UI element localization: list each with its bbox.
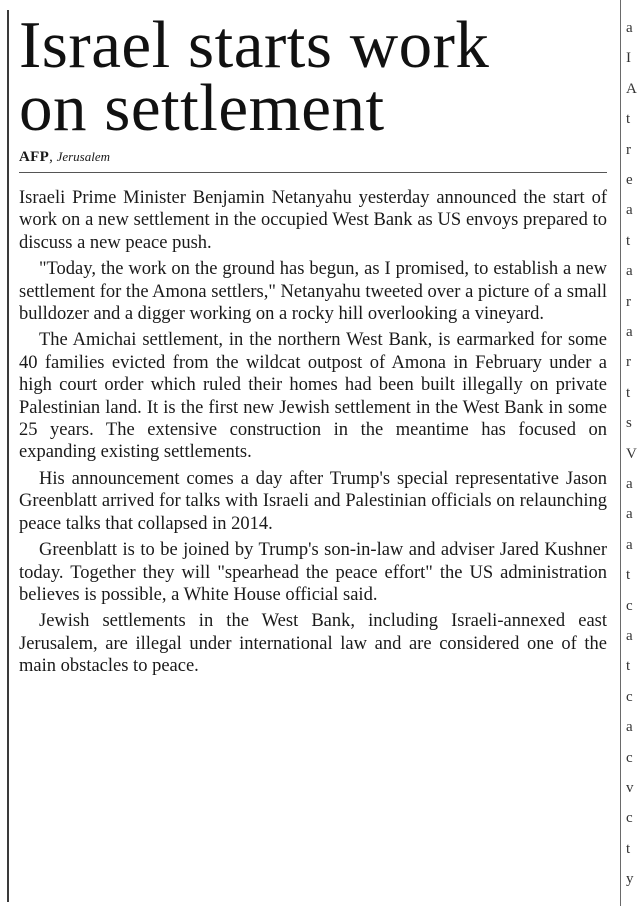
adjacent-column-letter: c <box>626 688 633 705</box>
adjacent-column-letter: t <box>626 567 631 584</box>
adjacent-column-letter: t <box>626 840 631 857</box>
adjacent-column-letter: a <box>626 263 633 280</box>
paragraph-2: "Today, the work on the ground has begun, as I promised, to establish a new settlement for the Amona settlers," Netanyahu tweeted over a picture of a small bulldozer and a digger working on a rocky hill overlooking a vineyard. <box>19 259 607 325</box>
paragraph-5: Greenblatt is to be joined by Trump's son-in-law and adviser Jared Kushner today. Together they will "spearhead the peace effort" the US administration believes is possible, a White House official said. <box>19 540 607 605</box>
left-column-rule <box>7 10 9 902</box>
paragraph-3: The Amichai settlement, in the northern West Bank, is earmarked for some 40 families evicted from the wildcat outpost of Amona in February under a high court order which ruled their homes had been built illegally on private Palestinian land. It is the first new Jewish settlement in the West Bank in some 25 years. The extensive construction in the meantime has focused on expanding existing settlements. <box>19 330 607 463</box>
adjacent-column-letter: y <box>626 871 634 888</box>
adjacent-column-letter: a <box>626 628 633 644</box>
adjacent-column-letter: V <box>626 445 637 462</box>
adjacent-column-letter: r <box>626 354 631 371</box>
headline <box>19 8 607 145</box>
paragraph-6: Jewish settlements in the West Bank, including Israeli-annexed east Jerusalem, are illegal under international law and are considered one of the main obstacles to peace. <box>19 611 607 677</box>
adjacent-column-letter: c <box>626 810 633 827</box>
byline-separator: , <box>49 149 53 165</box>
adjacent-column-letter: e <box>626 172 633 188</box>
adjacent-column-letter: r <box>626 141 631 158</box>
adjacent-column-letter: t <box>626 384 631 401</box>
adjacent-column-letter: c <box>626 749 633 766</box>
adjacent-column-letter: a <box>626 20 633 36</box>
headline-line-1: Israel starts work <box>19 8 490 82</box>
adjacent-column-letter: v <box>626 780 634 796</box>
adjacent-column-letter: a <box>626 506 633 523</box>
article <box>19 0 607 678</box>
paragraph-1: Israeli Prime Minister Benjamin Netanyahu yesterday announced the start of work on a new settlement in the occupied West Bank as US envoys prepared to discuss a new peace push. <box>19 188 607 253</box>
headline-line-2: on settlement <box>19 71 385 145</box>
adjacent-column-letter: a <box>626 476 633 492</box>
adjacent-column-letter: a <box>626 202 633 219</box>
adjacent-column-letter: a <box>626 324 633 340</box>
paragraph-4: His announcement comes a day after Trump's special representative Jason Greenblatt arrived for talks with Israeli and Palestinian officials on relaunching peace talks that collapsed in 2014. <box>19 468 607 534</box>
adjacent-column-letter: t <box>626 232 631 249</box>
byline-agency: AFP <box>19 149 50 165</box>
adjacent-column-fragment <box>625 0 637 906</box>
adjacent-column-letter: t <box>626 658 631 675</box>
column-divider <box>620 0 621 906</box>
byline-place: Jerusalem <box>56 149 110 164</box>
adjacent-column-letter: A <box>626 80 637 97</box>
adjacent-column-letter: a <box>626 719 633 736</box>
adjacent-column-letter: t <box>626 111 631 128</box>
adjacent-column-letter: r <box>626 293 631 310</box>
byline-divider <box>19 172 607 173</box>
adjacent-column-letter: a <box>626 536 633 553</box>
byline <box>19 148 607 166</box>
adjacent-column-letter: s <box>626 415 632 432</box>
adjacent-column-letter: I <box>626 50 631 67</box>
article-body <box>19 187 607 678</box>
adjacent-column-letter: c <box>626 597 633 614</box>
